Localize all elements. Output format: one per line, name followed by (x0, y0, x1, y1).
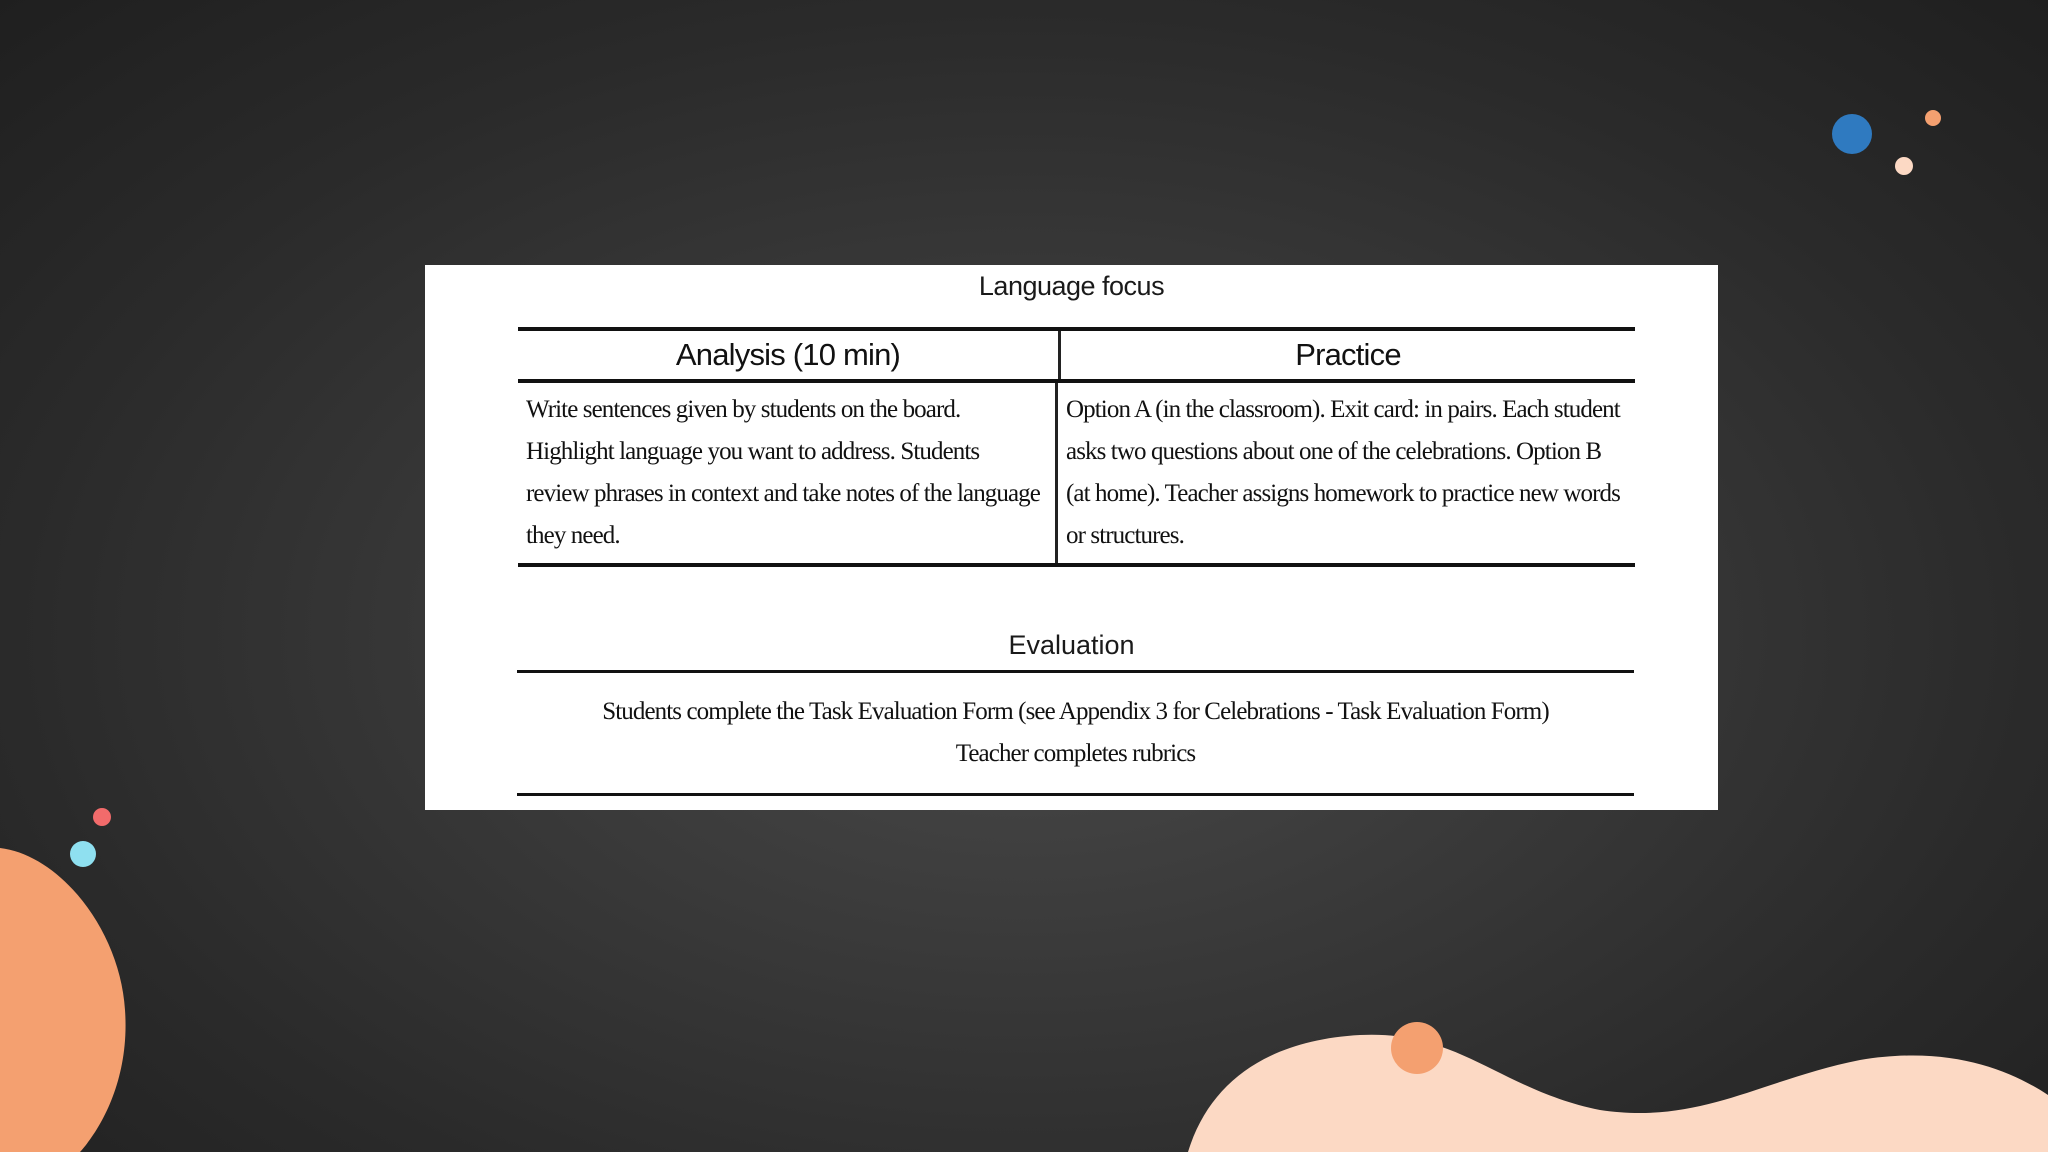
peach-wave-decoration (1188, 1035, 2048, 1152)
evaluation-title: Evaluation (1008, 630, 1135, 660)
evaluation-body (517, 673, 1634, 793)
table-header-row (518, 331, 1635, 379)
evaluation-bottom-rule (517, 793, 1634, 796)
analysis-cell: Write sentences given by students on the board. Highlight language you want to address. Students review phrases in context and take notes of the language they need. (518, 383, 1058, 563)
orange-blob-decoration (0, 848, 126, 1152)
orange-circle-decoration (1391, 1022, 1443, 1074)
evaluation-table (517, 670, 1634, 796)
evaluation-line: Teacher completes rubrics (955, 740, 1196, 767)
blue-dot-decoration (1832, 114, 1872, 154)
orange-dot-decoration (1925, 110, 1941, 126)
practice-header: Practice (1295, 337, 1401, 372)
table-body-row (518, 383, 1635, 563)
cyan-dot-decoration (70, 841, 96, 867)
peach-dot-decoration (1895, 157, 1913, 175)
red-dot-decoration (93, 808, 111, 826)
language-focus-table (518, 327, 1635, 567)
document-image (425, 265, 1718, 810)
practice-cell: Option A (in the classroom). Exit card: in pairs. Each student asks two questions about one of the celebrations. Option B (at home). Teacher assigns homework to practice new words or structures. (1066, 396, 1620, 549)
table-bottom-rule (518, 563, 1635, 567)
evaluation-line: Students complete the Task Evaluation Form (see Appendix 3 for Celebrations - Task Evaluation Form) (602, 698, 1549, 725)
analysis-header: Analysis (10 min) (518, 331, 1061, 379)
language-focus-title: Language focus (978, 271, 1165, 301)
